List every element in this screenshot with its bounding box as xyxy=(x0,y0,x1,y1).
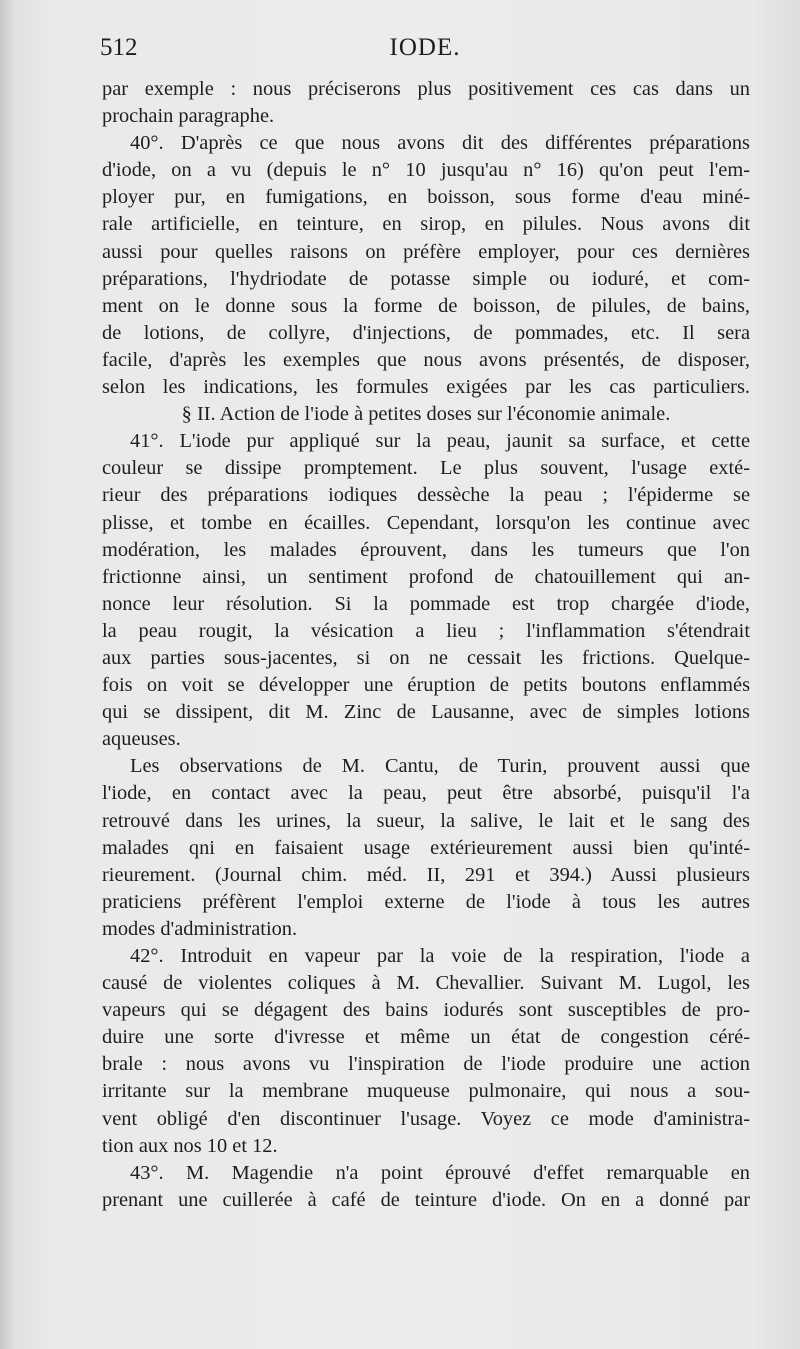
text-line: vent obligé d'en discontinuer l'usage. Voyez ce mode d'aministra- xyxy=(102,1107,750,1130)
text-line: d'iode, on a vu (depuis le n° 10 jusqu'au n° 16) qu'on peut l'em- xyxy=(102,159,750,182)
running-title: IODE. xyxy=(389,34,461,61)
text-line: qui se dissipent, dit M. Zinc de Lausanne, avec de simples lotions xyxy=(102,701,750,724)
text-line: irritante sur la membrane muqueuse pulmonaire, qui nous a sou- xyxy=(102,1080,750,1103)
scan-shadow xyxy=(0,0,14,1349)
text-line: de lotions, de collyre, d'injections, de pommades, etc. Il sera xyxy=(102,321,750,344)
text-line: fois on voit se développer une éruption de petits boutons enflammés xyxy=(102,674,750,697)
text-line: nonce leur résolution. Si la pommade est trop chargée d'iode, xyxy=(102,592,750,615)
text-line: 43°. M. Magendie n'a point éprouvé d'effet remarquable en xyxy=(130,1161,750,1184)
text-line: Les observations de M. Cantu, de Turin, prouvent aussi que xyxy=(130,755,750,778)
page-header xyxy=(100,34,750,66)
text-line: l'iode, en contact avec la peau, peut être absorbé, puisqu'il l'a xyxy=(102,782,750,805)
text-line: selon les indications, les formules exigées par les cas particuliers. xyxy=(102,376,750,399)
text-line: préparations, l'hydriodate de potasse simple ou ioduré, et com- xyxy=(102,267,750,290)
text-line: prenant une cuillerée à café de teinture d'iode. On en a donné par xyxy=(102,1188,750,1211)
text-line: rale artificielle, en teinture, en sirop, en pilules. Nous avons dit xyxy=(102,213,750,236)
text-line: rieurement. (Journal chim. méd. II, 291 et 394.) Aussi plusieurs xyxy=(102,863,750,886)
page-number: 512 xyxy=(100,34,138,61)
text-line: modération, les malades éprouvent, dans les tumeurs que l'on xyxy=(102,538,750,561)
text-line: 40°. D'après ce que nous avons dit des différentes préparations xyxy=(130,132,750,155)
text-line: causé de violentes coliques à M. Chevallier. Suivant M. Lugol, les xyxy=(102,972,750,995)
text-line: prochain paragraphe. xyxy=(102,105,275,128)
body-text xyxy=(102,76,750,1214)
text-line: par exemple : nous préciserons plus positivement ces cas dans un xyxy=(102,78,750,100)
text-line: § II. Action de l'iode à petites doses sur l'économie animale. xyxy=(181,403,671,426)
text-line: ployer pur, en fumigations, en boisson, sous forme d'eau miné- xyxy=(102,186,750,209)
text-line: aux parties sous-jacentes, si on ne cessait les frictions. Quelque- xyxy=(102,646,750,669)
text-line: modes d'administration. xyxy=(102,917,298,940)
text-line: praticiens préfèrent l'emploi externe de l'iode à tous les autres xyxy=(102,890,750,913)
text-line: brale : nous avons vu l'inspiration de l'iode produire une action xyxy=(102,1053,750,1076)
text-line: 42°. Introduit en vapeur par la voie de la respiration, l'iode a xyxy=(130,945,750,967)
text-line: aqueuses. xyxy=(102,728,181,751)
text-line: duire une sorte d'ivresse et même un état de congestion céré- xyxy=(102,1026,750,1049)
text-line: facile, d'après les exemples que nous avons présentés, de disposer, xyxy=(102,348,750,371)
text-line: tion aux nos 10 et 12. xyxy=(102,1134,278,1157)
text-line: malades qni en faisaient usage extérieurement aussi bien qu'inté- xyxy=(102,836,750,859)
text-line: rieur des préparations iodiques dessèche la peau ; l'épiderme se xyxy=(102,484,750,507)
text-line: vapeurs qui se dégagent des bains iodurés sont susceptibles de pro- xyxy=(102,999,750,1022)
text-line: aussi pour quelles raisons on préfère employer, pour ces dernières xyxy=(102,240,750,263)
text-line: retrouvé dans les urines, la sueur, la salive, le lait et le sang des xyxy=(102,809,750,832)
text-line: ment on le donne sous la forme de boisson, de pilules, de bains, xyxy=(102,294,750,317)
text-line: 41°. L'iode pur appliqué sur la peau, jaunit sa surface, et cette xyxy=(130,430,750,453)
text-line: la peau rougit, la vésication a lieu ; l'inflammation s'étendrait xyxy=(102,619,750,642)
text-line: plisse, et tombe en écailles. Cependant, lorsqu'on les continue avec xyxy=(102,511,750,534)
text-line: couleur se dissipe promptement. Le plus souvent, l'usage exté- xyxy=(102,457,750,480)
text-line: frictionne ainsi, un sentiment profond de chatouillement qui an- xyxy=(102,565,750,588)
